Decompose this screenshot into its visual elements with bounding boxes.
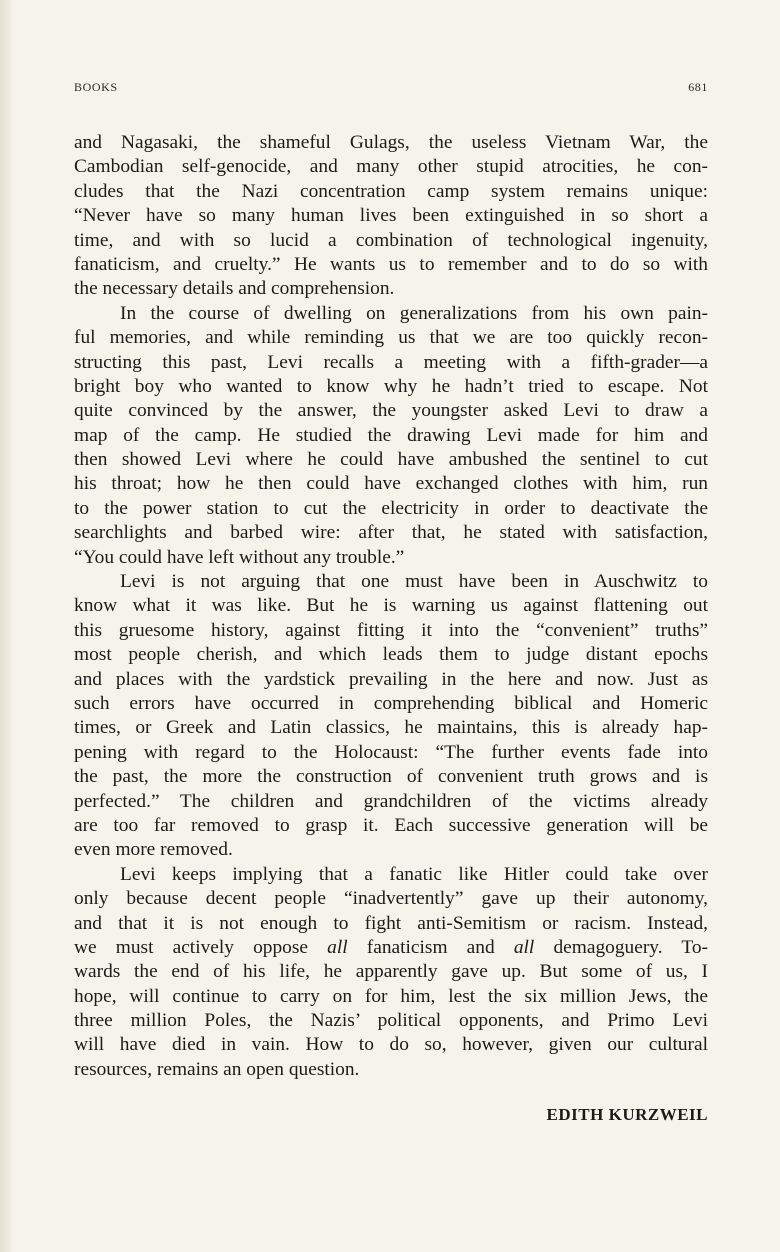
running-head — [74, 80, 708, 96]
text-line: to the power station to cut the electricity in order to deactivate the — [74, 497, 708, 519]
text-line: fanaticism, and cruelty.” He wants us to remember and to do so with — [74, 253, 708, 275]
text-line: map of the camp. He studied the drawing Levi made for him and — [74, 424, 708, 446]
text-line: ful memories, and while reminding us that we are too quickly recon- — [74, 327, 708, 349]
text-line: cludes that the Nazi concentration camp system remains unique: — [74, 180, 708, 202]
text-line: then showed Levi where he could have ambushed the sentinel to cut — [74, 449, 708, 471]
text-line: and Nagasaki, the shameful Gulags, the useless Vietnam War, the — [74, 132, 708, 153]
text-line: Cambodian self-genocide, and many other stupid atrocities, he con- — [74, 156, 708, 178]
paragraph — [74, 131, 708, 302]
text-line: will have died in vain. How to do so, however, given our cultural — [74, 1034, 708, 1056]
text-line: only because decent people “inadvertently” gave up their autonomy, — [74, 888, 708, 910]
text-line: resources, remains an open question. — [74, 1058, 360, 1080]
text-line: hope, will continue to carry on for him, lest the six million Jews, the — [74, 985, 708, 1007]
text-line: know what it was like. But he is warning us against flattening out — [74, 595, 708, 617]
page-number: 681 — [688, 80, 708, 94]
text-line: are too far removed to grasp it. Each successive generation will be — [74, 814, 708, 836]
text-line: searchlights and barbed wire: after that, he stated with satisfaction, — [74, 522, 708, 544]
text-line: we must actively oppose all fanaticism and all demagoguery. To- — [74, 936, 708, 958]
text-line: this gruesome history, against fitting it into the “convenient” truths” — [74, 619, 708, 641]
paragraph — [74, 863, 708, 1083]
text-line: Levi is not arguing that one must have been in Auschwitz to — [120, 571, 708, 593]
paragraph — [74, 570, 708, 863]
paragraph — [74, 302, 708, 570]
text-line: structing this past, Levi recalls a meeting with a fifth-grader—a — [74, 351, 708, 373]
text-line: times, or Greek and Latin classics, he maintains, this is already hap- — [74, 717, 708, 739]
text-line: most people cherish, and which leads them to judge distant epochs — [74, 644, 708, 666]
text-line: “Never have so many human lives been extinguished in so short a — [74, 205, 708, 227]
body-text — [74, 131, 708, 1082]
text-line: pening with regard to the Holocaust: “The further events fade into — [74, 741, 708, 763]
text-line: such errors have occurred in comprehending biblical and Homeric — [74, 692, 708, 714]
text-line: even more removed. — [74, 839, 233, 861]
text-line: quite convinced by the answer, the youngster asked Levi to draw a — [74, 400, 708, 422]
text-line: bright boy who wanted to know why he hadn’t tried to escape. Not — [74, 375, 708, 397]
text-line: wards the end of his life, he apparently gave up. But some of us, I — [74, 961, 708, 983]
text-line: Levi keeps implying that a fanatic like Hitler could take over — [120, 863, 708, 885]
section-title: BOOKS — [74, 80, 118, 94]
text-line: time, and with so lucid a combination of technological ingenuity, — [74, 229, 708, 251]
text-line: three million Poles, the Nazis’ political opponents, and Primo Levi — [74, 1010, 708, 1032]
text-line: In the course of dwelling on generalizations from his own pain- — [120, 302, 708, 324]
text-line: the necessary details and comprehension. — [74, 278, 395, 300]
text-line: the past, the more the construction of convenient truth grows and is — [74, 766, 708, 788]
text-line: his throat; how he then could have exchanged clothes with him, run — [74, 473, 708, 495]
text-line: and places with the yardstick prevailing in the here and now. Just as — [74, 668, 708, 690]
author-signature: EDITH KURZWEIL — [546, 1105, 708, 1124]
text-line: and that it is not enough to fight anti-Semitism or racism. Instead, — [74, 912, 708, 934]
text-line: perfected.” The children and grandchildren of the victims already — [74, 790, 708, 812]
page-edge — [0, 0, 14, 1252]
text-line: “You could have left without any trouble.” — [74, 546, 405, 568]
